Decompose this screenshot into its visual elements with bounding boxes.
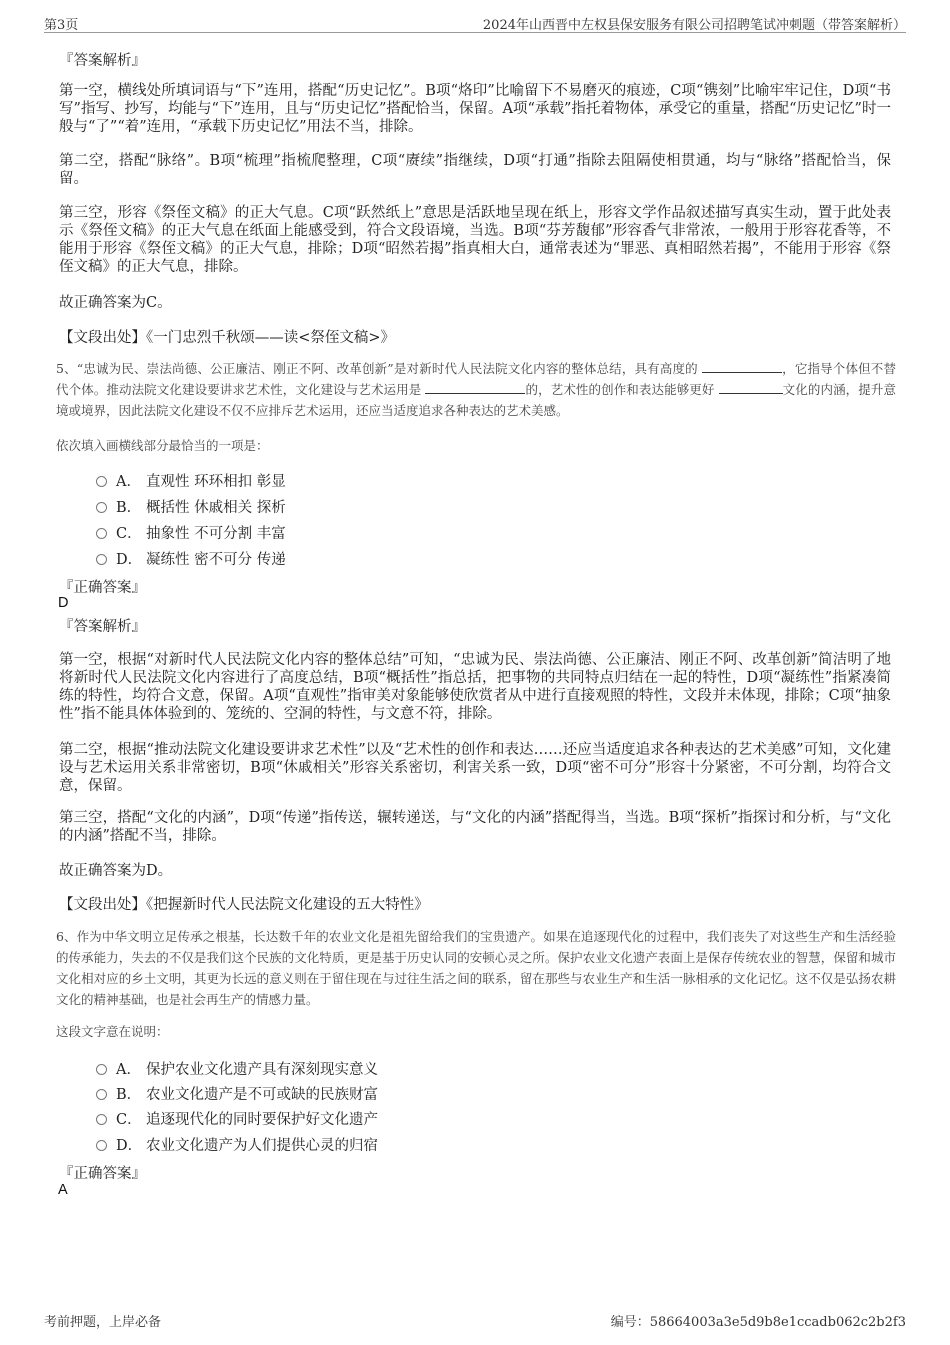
q5-option-c[interactable]: C． 抽象性 不可分割 丰富 <box>96 522 286 542</box>
analysis-paragraph-3: 第三空，形容《祭侄文稿》的正大气息。C项“跃然纸上”意思是活跃地呈现在纸上，形容文学作品叙述描写真实生动，置于此处表示《祭侄文稿》的正大气息在纸面上能感受到，符合文段语境，当选。B项“芬芳馥郁”形容香气非常浓，一般用于形容花香等，不能用于形容《祭侄文稿》的正大气息，排除；D项“昭然若揭”指真相大白，通常表述为“罪恶、真相昭然若揭”，不能用于形容《祭侄文稿》的正大气息，排除。 <box>59 205 891 275</box>
fill-blank-2 <box>425 381 525 394</box>
q6-option-a[interactable]: A． 保护农业文化遗产具有深刻现实意义 <box>96 1058 378 1078</box>
q6-option-b[interactable]: B． 农业文化遗产是不可或缺的民族财富 <box>96 1083 378 1103</box>
analysis-conclusion: 故正确答案为D。 <box>59 863 173 879</box>
analysis-paragraph-1: 第一空，横线处所填词语与“下”连用，搭配“历史记忆”。B项“烙印”比喻留下不易磨灭的痕迹，C项“镌刻”比喻牢牢记住，D项“书写”指写、抄写，均能与“下”连用，且与“历史记忆”搭配恰当，保留。A项“承载”指托着物体，承受它的重量，搭配“历史记忆”时一般与“了”“着”连用，“承载下历史记忆”用法不当，排除。 <box>59 83 891 135</box>
radio-icon[interactable] <box>96 502 107 513</box>
correct-answer: D <box>58 595 69 611</box>
analysis-paragraph-2: 第二空，根据“推动法院文化建设要讲求艺术性”以及“艺术性的创作和表达……还应当适度追求各种表达的艺术美感”可知，文化建设与艺术运用关系非常密切，B项“休戚相关”形容关系密切，利害关系一致，D项“密不可分”形容十分紧密，不可分割，均符合文意，保留。 <box>59 742 891 794</box>
fill-blank-1 <box>702 360 782 373</box>
page-header <box>44 12 906 33</box>
q5-option-a[interactable]: A． 直观性 环环相扣 彰显 <box>96 470 286 490</box>
radio-icon[interactable] <box>96 476 107 487</box>
fill-blank-3 <box>719 381 783 394</box>
question-5-prompt: 依次填入画横线部分最恰当的一项是： <box>56 438 269 453</box>
analysis-paragraph-1: 第一空，根据“对新时代人民法院文化内容的整体总结”可知，“忠诚为民、崇法尚德、公正廉洁、刚正不阿、改革创新”简洁明了地将新时代人民法院文化内容进行了高度总结，B项“概括性”指总括，把事物的共同特点归结在一起的特性，D项“凝练性”指紧凑简练的特性，均符合文意，保留。A项“直观性”指审美对象能够使欣赏者从中进行直接观照的特性，文段并未体现，排除；C项“抽象性”指不能具体体验到的、笼统的、空洞的特性，与文意不符，排除。 <box>59 652 891 722</box>
document-title: 2024年山西晋中左权县保安服务有限公司招聘笔试冲刺题（带答案解析） <box>482 18 906 33</box>
radio-icon[interactable] <box>96 1114 107 1125</box>
document-code: 编号：58664003a3e5d9b8e1ccadb062c2b2f3 <box>610 1315 906 1330</box>
q5-option-b[interactable]: B． 概括性 休戚相关 探析 <box>96 496 286 516</box>
radio-icon[interactable] <box>96 1140 107 1151</box>
radio-icon[interactable] <box>96 528 107 539</box>
correct-answer: A <box>58 1182 68 1198</box>
q6-option-d[interactable]: D． 农业文化遗产为人们提供心灵的归宿 <box>96 1134 378 1154</box>
q6-option-c[interactable]: C． 追逐现代化的同时要保护好文化遗产 <box>96 1108 378 1128</box>
q5-option-d[interactable]: D． 凝练性 密不可分 传递 <box>96 548 286 568</box>
radio-icon[interactable] <box>96 554 107 565</box>
correct-answer-label: 『正确答案』 <box>59 1166 146 1182</box>
analysis-conclusion: 故正确答案为C。 <box>59 295 172 311</box>
source-citation: 【文段出处】《把握新时代人民法院文化建设的五大特性》 <box>59 897 429 913</box>
question-6-stem: 6、作为中华文明立足传承之根基，长达数千年的农业文化是祖先留给我们的宝贵遗产。如果在追逐现代化的过程中，我们丧失了对这些生产和生活经验的传承能力，失去的不仅是我们这个民族的文化特质，更是基于历史认同的安顿心灵之所。保护农业文化遗产表面上是保存传统农业的智慧，保留和城市文化相对应的乡土文明，其更为长远的意义则在于留住现在与过往生活之间的联系，留在那些与农业生产和生活一脉相承的文化记忆。这不仅是弘扬农耕文化的精神基础，也是社会再生产的情感力量。 <box>56 929 896 1007</box>
analysis-paragraph-2: 第二空，搭配“脉络”。B项“梳理”指梳爬整理，C项“赓续”指继续，D项“打通”指除去阻隔使相贯通，均与“脉络”搭配恰当，保留。 <box>59 153 891 187</box>
analysis-label: 『答案解析』 <box>59 619 146 635</box>
correct-answer-label: 『正确答案』 <box>59 580 146 596</box>
question-6-prompt: 这段文字意在说明： <box>56 1024 169 1039</box>
radio-icon[interactable] <box>96 1064 107 1075</box>
footer-note: 考前押题，上岸必备 <box>44 1315 162 1330</box>
source-citation: 【文段出处】《一门忠烈千秋颂——读<祭侄文稿>》 <box>59 330 396 346</box>
radio-icon[interactable] <box>96 1089 107 1100</box>
question-5-stem: 5、“忠诚为民、崇法尚德、公正廉洁、刚正不阿、改革创新”是对新时代人民法院文化内容的整体总结，具有高度的 ，它指导个体但不替代个体。推动法院文化建设要讲求艺术性，文化建设与艺术运用是 的，艺术性的创作和表达能够更好 文化的内涵，提升意境或境界，因此法院文化建设不仅不应排斥艺术运用，还应当适度追求各种表达的艺术美感。 <box>56 361 896 418</box>
analysis-paragraph-3: 第三空，搭配“文化的内涵”，D项“传递”指传送，辗转递送，与“文化的内涵”搭配得当，当选。B项“探析”指探讨和分析，与“文化的内涵”搭配不当，排除。 <box>59 810 891 844</box>
analysis-label: 『答案解析』 <box>59 53 146 69</box>
page-number: 第3页 <box>44 18 79 33</box>
